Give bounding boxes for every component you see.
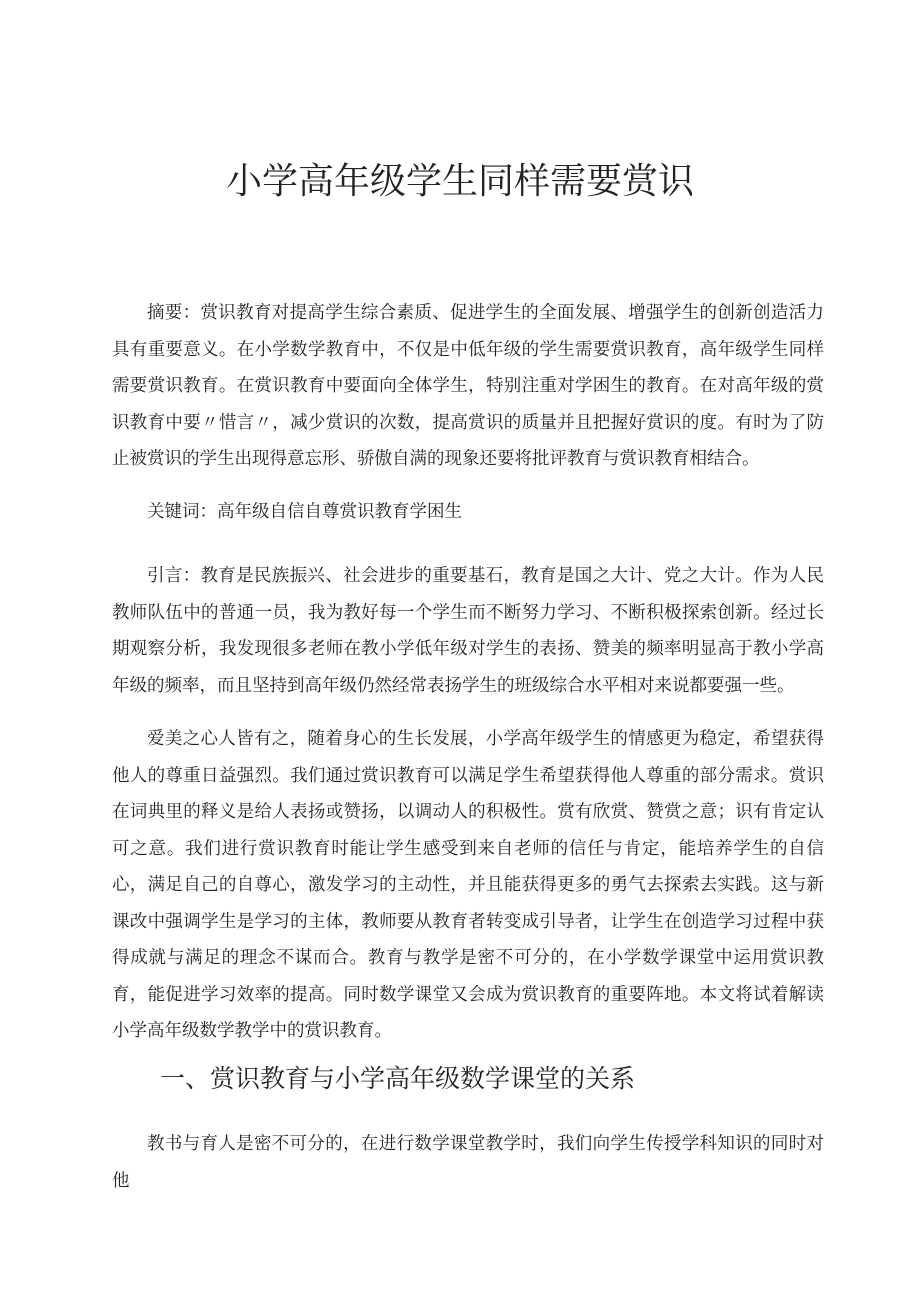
keywords-line: 关键词：高年级自信自尊赏识教育学困生 — [147, 502, 462, 522]
section-heading: 一、赏识教育与小学高年级数学课堂的关系 — [160, 1064, 636, 1093]
section-paragraph: 教书与育人是密不可分的，在进行数学课堂教学时，我们向学生传授学科知识的同时对他 — [112, 1134, 824, 1191]
body-paragraph: 爱美之心人皆有之，随着身心的生长发展，小学高年级学生的情感更为稳定，希望获得他人的尊重日益强烈。我们通过赏识教育可以满足学生希望获得他人尊重的部分需求。赏识在词典里的释义是给人表扬或赞扬，以调动人的积极性。赏有欣赏、赞赏之意；识有肯定认可之意。我们进行赏识教育时能让学生感受到来自老师的信任与肯定，能培养学生的自信心，满足自己的自尊心，激发学习的主动性，并且能获得更多的勇气去探索去实践。这与新课改中强调学生是学习的主体，教师要从教育者转变成引导者，让学生在创造学习过程中获得成就与满足的理念不谋而合。教育与教学是密不可分的，在小学数学课堂中运用赏识教育，能促进学习效率的提高。同时数学课堂又会成为赏识教育的重要阵地。本文将试着解读小学高年级数学教学中的赏识教育。 — [112, 729, 824, 1041]
document-title: 小学高年级学生同样需要赏识 — [225, 161, 694, 202]
abstract-paragraph: 摘要：赏识教育对提高学生综合素质、促进学生的全面发展、增强学生的创新创造活力具有重要意义。在小学数学教育中，不仅是中低年级的学生需要赏识教育，高年级学生同样需要赏识教育。在赏识教育中要面向全体学生，特别注重对学困生的教育。在对高年级的赏识教育中要〃惜言〃，减少赏识的次数，提高赏识的质量并且把握好赏识的度。有时为了防止被赏识的学生出现得意忘形、骄傲自满的现象还要将批评教育与赏识教育相结合。 — [112, 303, 824, 469]
intro-paragraph: 引言：教育是民族振兴、社会进步的重要基石，教育是国之大计、党之大计。作为人民教师队伍中的普通一员，我为教好每一个学生而不断努力学习、不断积极探索创新。经过长期观察分析，我发现很多老师在教小学低年级对学生的表扬、赞美的频率明显高于教小学高年级的频率，而且坚持到高年级仍然经常表扬学生的班级综合水平相对来说都要强一些。 — [112, 566, 824, 696]
